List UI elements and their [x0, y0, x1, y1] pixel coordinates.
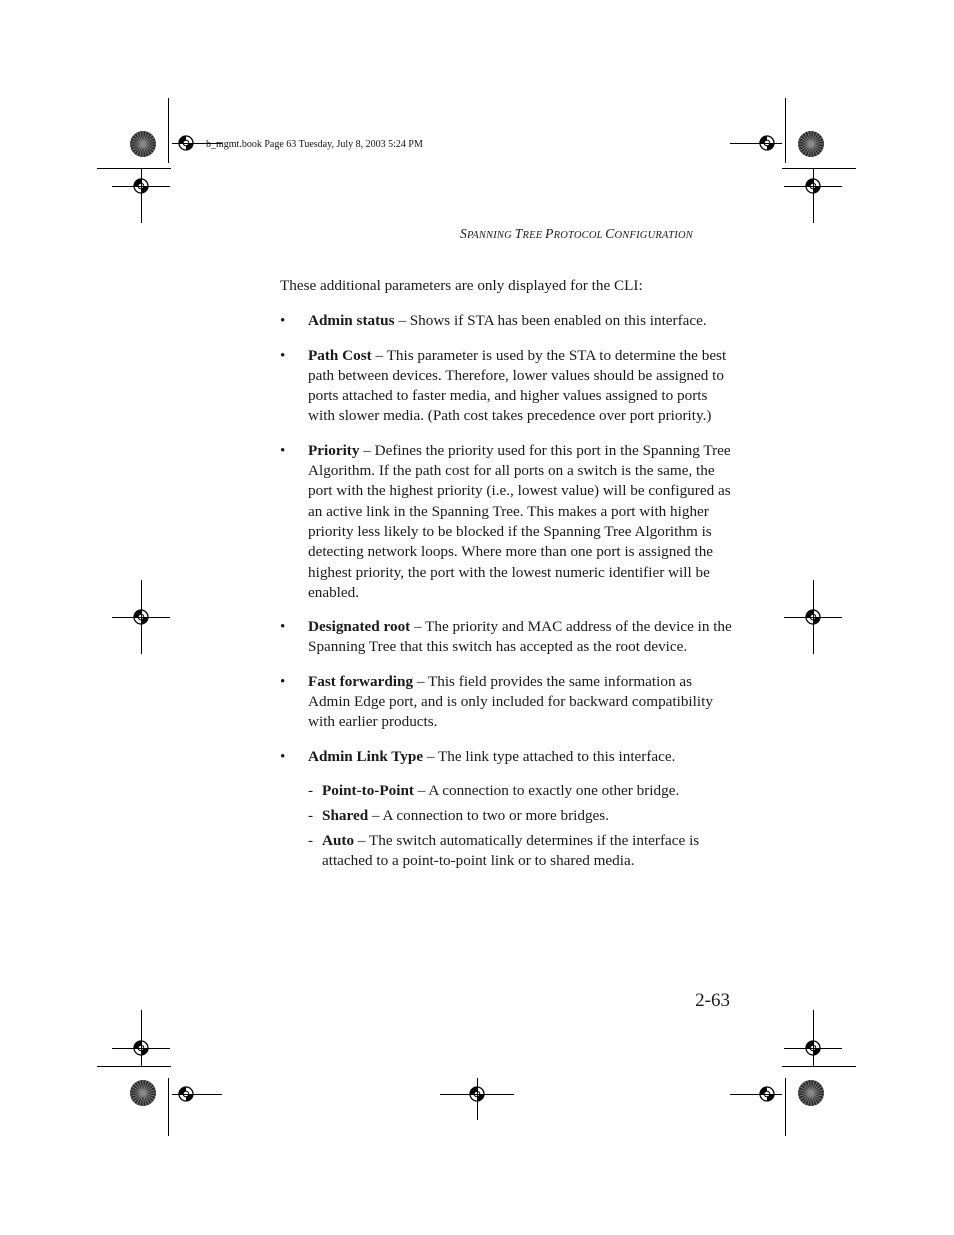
- crop-info-line: b_mgmt.book Page 63 Tuesday, July 8, 2003 5:24 PM: [206, 139, 423, 150]
- running-head-part: C: [605, 226, 615, 241]
- list-item: [280, 311, 732, 331]
- color-wheel-icon: [129, 1079, 157, 1107]
- crop-line: [730, 1094, 782, 1095]
- description: – A connection to two or more bridges.: [368, 806, 610, 824]
- crop-line: [784, 617, 842, 618]
- bullet-marker: •: [280, 441, 286, 459]
- description: – Shows if STA has been enabled on this interface.: [394, 312, 707, 330]
- crop-line: [112, 617, 170, 618]
- running-head-part: PANNING: [466, 230, 515, 241]
- color-wheel-icon: [797, 130, 825, 158]
- crop-line: [785, 1078, 786, 1136]
- running-head-part: P: [545, 226, 554, 241]
- term: Designated root: [308, 618, 411, 636]
- crop-line: [782, 1066, 856, 1067]
- term: Path Cost: [308, 346, 372, 364]
- crop-line: [168, 1078, 169, 1136]
- crop-line: [141, 168, 142, 223]
- crop-line: [785, 98, 786, 163]
- crop-line: [782, 168, 856, 169]
- crop-line: [784, 186, 842, 187]
- link-type-list: [308, 781, 732, 871]
- term: Shared: [322, 806, 369, 824]
- color-wheel-icon: [797, 1079, 825, 1107]
- term: Point-to-Point: [322, 781, 414, 799]
- running-head-part: T: [514, 226, 523, 241]
- list-item: [280, 747, 732, 871]
- description: – A connection to exactly one other bridge.: [413, 781, 680, 799]
- page-number: 2-63: [695, 990, 730, 1011]
- crop-line: [784, 1048, 842, 1049]
- bullet-marker: •: [280, 672, 286, 690]
- crop-line: [97, 1066, 171, 1067]
- bullet-marker: •: [280, 312, 286, 330]
- list-item: [280, 441, 732, 603]
- description: – The switch automatically determines if the interface is attached to a point-to-point link or to shared media.: [322, 831, 700, 869]
- intro-paragraph: These additional parameters are only displayed for the CLI:: [280, 277, 643, 294]
- crop-line: [112, 1048, 170, 1049]
- running-head-part: REE: [522, 230, 546, 241]
- dash-marker: -: [308, 806, 314, 824]
- crop-line: [730, 143, 782, 144]
- running-head-part: ROTOCOL: [553, 230, 606, 241]
- dash-marker: -: [308, 831, 314, 849]
- description: – The link type attached to this interface.: [423, 747, 676, 765]
- crop-line: [813, 1010, 814, 1067]
- sub-list-item: [308, 781, 732, 801]
- description: – This field provides the same information as Admin Edge port, and is only included for backward compatibility with earlier products.: [308, 672, 713, 731]
- crop-line: [813, 168, 814, 223]
- description: – This parameter is used by the STA to determine the best path between devices. Therefore, lower values should be assigned to ports attached to faster media, and higher values assigned to ports with slower media. (Path cost takes precedence over port priority.): [308, 346, 727, 425]
- color-wheel-icon: [129, 130, 157, 158]
- running-head: [460, 226, 730, 242]
- crop-line: [141, 1010, 142, 1067]
- term: Auto: [322, 831, 355, 849]
- running-head-part: S: [460, 226, 467, 241]
- bullet-marker: •: [280, 346, 286, 364]
- sub-list-item: [308, 806, 732, 826]
- description: – The priority and MAC address of the device in the Spanning Tree that this switch has accepted as the root device.: [308, 618, 732, 656]
- term: Admin Link Type: [308, 747, 424, 765]
- term: Admin status: [308, 312, 395, 330]
- term: Priority: [308, 441, 360, 459]
- parameter-list: [280, 311, 732, 871]
- crop-line: [477, 1078, 478, 1120]
- list-item: [280, 617, 732, 658]
- crop-line: [168, 98, 169, 163]
- description: – Defines the priority used for this port in the Spanning Tree Algorithm. If the path cost for all ports on a switch is the same, the port with the highest priority (i.e., lowest value) will be configured as an active link in the Spanning Tree. This makes a port with higher priority less likely to be blocked if the Spanning Tree Algorithm is detecting network loops. Where more than one port is assigned the highest priority, the port with the lowest numeric identifier will be enabled.: [308, 441, 731, 601]
- list-item: [280, 672, 732, 733]
- body-content: [280, 276, 732, 885]
- crop-line: [172, 1094, 222, 1095]
- bullet-marker: •: [280, 747, 286, 765]
- running-head-part: ONFIGURATION: [614, 230, 693, 241]
- list-item: [280, 346, 732, 427]
- term: Fast forwarding: [308, 672, 414, 690]
- sub-list-item: [308, 831, 732, 872]
- crop-line: [97, 168, 171, 169]
- bullet-marker: •: [280, 618, 286, 636]
- dash-marker: -: [308, 781, 314, 799]
- crop-line: [112, 186, 170, 187]
